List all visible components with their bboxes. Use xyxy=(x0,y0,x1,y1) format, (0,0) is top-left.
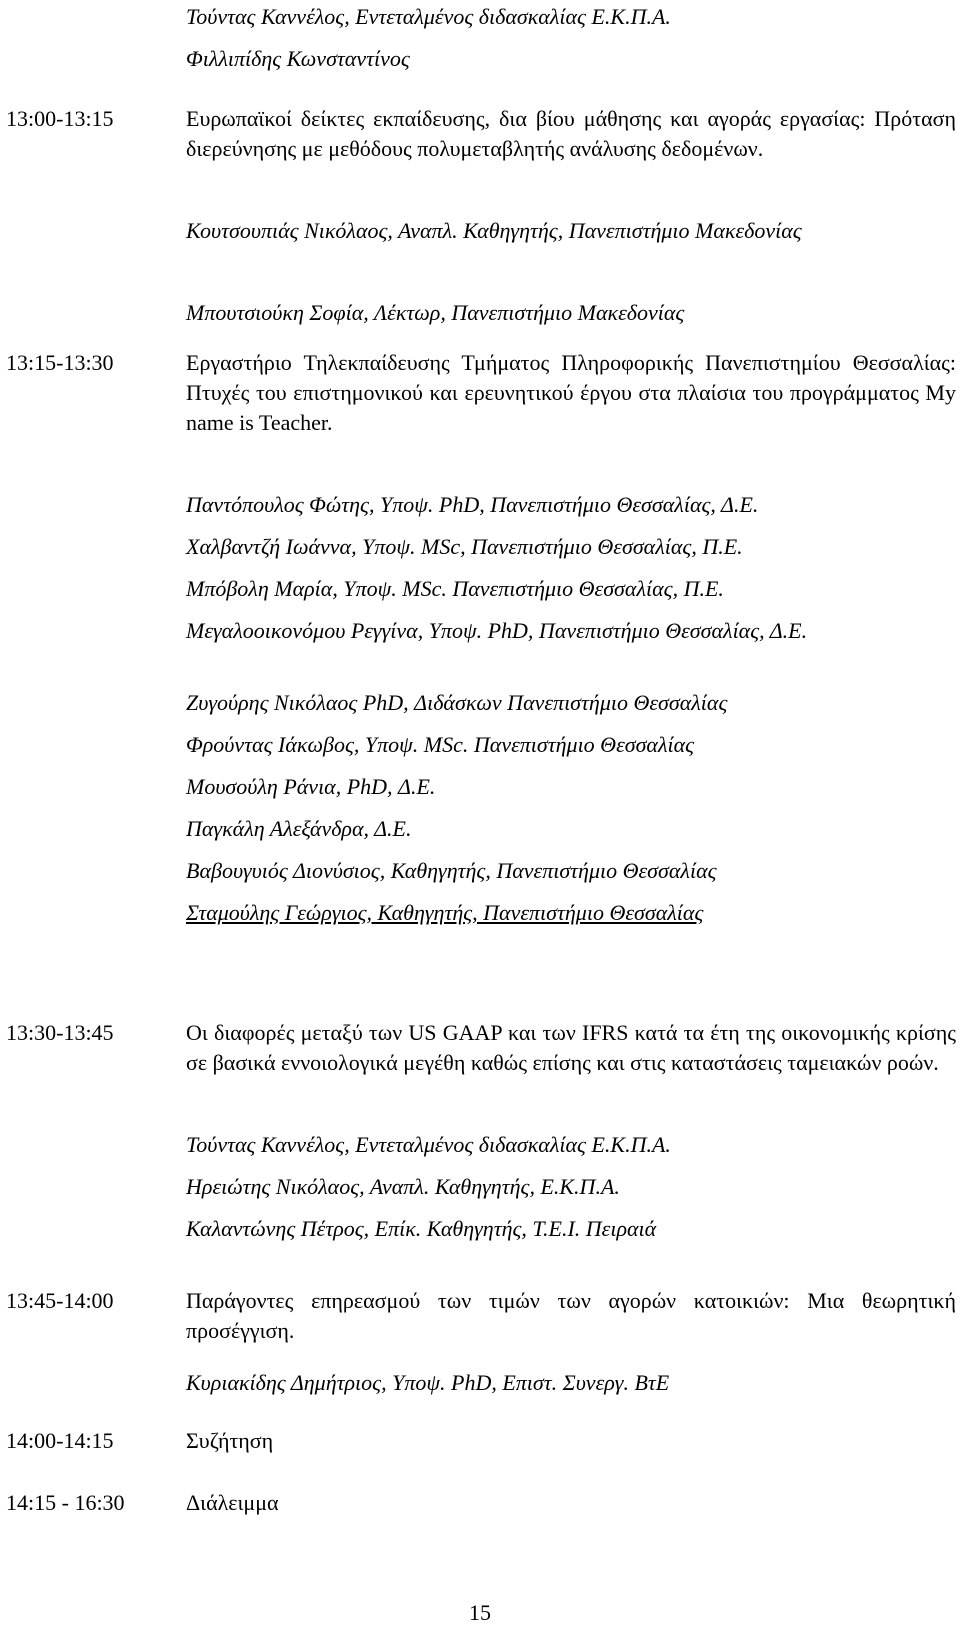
author-line: Κυριακίδης Δημήτριος, Υποψ. PhD, Επιστ. Συνεργ. ΒτΕ xyxy=(186,1370,670,1395)
session-title: Συζήτηση xyxy=(186,1428,274,1453)
author-line: Τούντας Καννέλος, Εντεταλμένος διδασκαλίας Ε.Κ.Π.Α. xyxy=(186,1132,671,1157)
author-line: Μπόβολη Μαρία, Υποψ. MSc. Πανεπιστήμιο Θεσσαλίας, Π.Ε. xyxy=(186,576,724,601)
continued-authors xyxy=(186,2,956,74)
session-time: 13:00-13:15 xyxy=(6,106,114,131)
author-line: Παγκάλη Αλεξάνδρα, Δ.Ε. xyxy=(186,816,412,841)
session-time: 14:00-14:15 xyxy=(6,1428,114,1453)
author-line: Καλαντώνης Πέτρος, Επίκ. Καθηγητής, Τ.Ε.Ι. Πειραιά xyxy=(186,1216,657,1241)
author-line: Κουτσουπιάς Νικόλαος, Αναπλ. Καθηγητής, Πανεπιστήμιο Μακεδονίας xyxy=(186,218,802,243)
author-line: Μπουτσιούκη Σοφία, Λέκτωρ, Πανεπιστήμιο Μακεδονίας xyxy=(186,300,685,325)
session-title: Διάλειμμα xyxy=(186,1490,279,1515)
author-line: Βαβουγυιός Διονύσιος, Καθηγητής, Πανεπιστήμιο Θεσσαλίας xyxy=(186,858,717,883)
session-body xyxy=(186,1426,956,1456)
session-time: 13:15-13:30 xyxy=(6,350,114,375)
author-line: Μεγαλοοικονόμου Ρεγγίνα, Υποψ. PhD, Πανεπιστήμιο Θεσσαλίας, Δ.Ε. xyxy=(186,618,808,643)
session-title: Παράγοντες επηρεασμού των τιμών των αγορών κατοικιών: Μια θεωρητική προσέγγιση. xyxy=(186,1288,956,1343)
session-body xyxy=(186,348,956,928)
session-body xyxy=(186,1488,956,1518)
author-line: Φρούντας Ιάκωβος, Υποψ. MSc. Πανεπιστήμιο Θεσσαλίας xyxy=(186,732,695,757)
session-title: Οι διαφορές μεταξύ των US GAAP και των IFRS κατά τα έτη της οικονομικής κρίσης σε βασικά εννοιολογικά μεγέθη καθώς επίσης και στις καταστάσεις ταμειακών ροών. xyxy=(186,1020,956,1075)
session-time: 13:45-14:00 xyxy=(6,1288,114,1313)
author-line: Χαλβαντζή Ιωάννα, Υποψ. MSc, Πανεπιστήμιο Θεσσαλίας, Π.Ε. xyxy=(186,534,743,559)
session-body xyxy=(186,1286,956,1398)
author-line: Ζυγούρης Νικόλαος PhD, Διδάσκων Πανεπιστήμιο Θεσσαλίας xyxy=(186,690,728,715)
session-time: 13:30-13:45 xyxy=(6,1020,114,1045)
session-time: 14:15 - 16:30 xyxy=(6,1490,125,1515)
session-body xyxy=(186,1018,956,1244)
session-title: Ευρωπαϊκοί δείκτες εκπαίδευσης, δια βίου μάθησης και αγοράς εργασίας: Πρόταση διερεύνησης με μεθόδους πολυμεταβλητής ανάλυσης δεδομένων. xyxy=(186,106,956,161)
author-line: Ηρειώτης Νικόλαος, Αναπλ. Καθηγητής, Ε.Κ.Π.Α. xyxy=(186,1174,620,1199)
author-line: Μουσούλη Ράνια, PhD, Δ.Ε. xyxy=(186,774,436,799)
session-title: Εργαστήριο Τηλεκπαίδευσης Τμήματος Πληροφορικής Πανεπιστημίου Θεσσαλίας: Πτυχές του επιστημονικού και ερευνητικού έργου στα πλαίσια του προγράμματος My name is Teacher. xyxy=(186,350,956,435)
page-number: 15 xyxy=(469,1600,491,1625)
author-line: Φιλλιπίδης Κωνσταντίνος xyxy=(186,46,410,71)
author-line: Παντόπουλος Φώτης, Υποψ. PhD, Πανεπιστήμιο Θεσσαλίας, Δ.Ε. xyxy=(186,492,759,517)
author-line: Τούντας Καννέλος, Εντεταλμένος διδασκαλίας Ε.Κ.Π.Α. xyxy=(186,4,671,29)
author-line: Σταμούλης Γεώργιος, Καθηγητής, Πανεπιστήμιο Θεσσαλίας xyxy=(186,900,704,925)
session-body xyxy=(186,104,956,328)
